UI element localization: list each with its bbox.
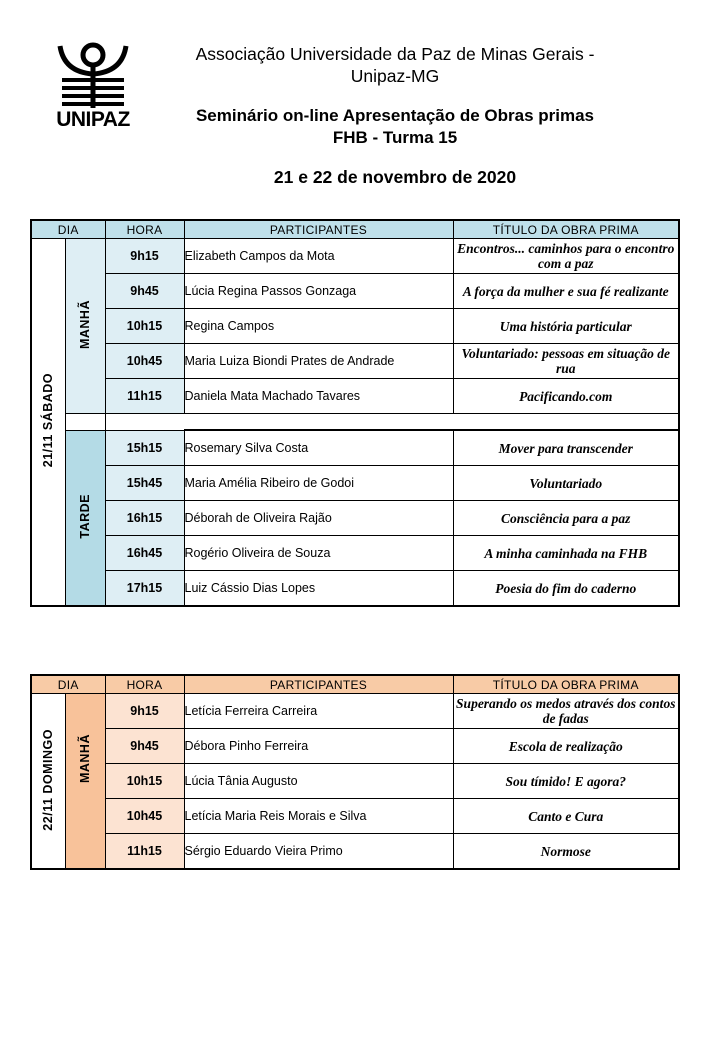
work-title-cell: Sou tímido! E agora? [453,764,679,799]
period-cell-afternoon [65,430,105,606]
time-cell: 9h45 [105,729,184,764]
time-cell: 10h45 [105,344,184,379]
time-cell: 9h15 [105,694,184,729]
time-cell: 16h45 [105,536,184,571]
org-name-line2: Unipaz-MG [350,66,440,86]
time-cell: 11h15 [105,834,184,870]
period-label: TARDE [78,493,92,539]
work-title-cell: Normose [453,834,679,870]
unipaz-logo [54,38,132,134]
col-header-dia: DIA [31,220,105,239]
participant-cell: Letícia Ferreira Carreira [184,694,453,729]
period-label: MANHÃ [78,734,92,784]
table-header-row [31,220,679,239]
time-cell: 15h45 [105,466,184,501]
participant-cell: Lúcia Regina Passos Gonzaga [184,274,453,309]
seminar-title-line2: FHB - Turma 15 [332,128,458,147]
table-row [31,501,679,536]
time-cell: 11h15 [105,379,184,414]
gap-cell [105,414,184,431]
table-row [31,239,679,274]
work-title-cell: A força da mulher e sua fé realizante [453,274,679,309]
col-header-dia: DIA [31,675,105,694]
work-title-cell: Encontros... caminhos para o encontro com a paz [453,239,679,274]
day-cell [31,694,65,870]
col-header-participantes: PARTICIPANTES [184,220,453,239]
work-title-cell: Superando os medos através dos contos de fadas [453,694,679,729]
table-row [31,274,679,309]
col-header-titulo: TÍTULO DA OBRA PRIMA [453,220,679,239]
work-title-cell: A minha caminhada na FHB [453,536,679,571]
time-cell: 10h15 [105,309,184,344]
participant-cell: Regina Campos [184,309,453,344]
day-cell [31,239,65,607]
table-row [31,571,679,607]
gap-row [31,414,679,431]
participant-cell: Daniela Mata Machado Tavares [184,379,453,414]
table-row [31,834,679,870]
table-row [31,799,679,834]
participant-cell: Elizabeth Campos da Mota [184,239,453,274]
unipaz-logo-icon [54,38,132,110]
day-label: 21/11 SÁBADO [41,373,56,468]
day-label: 22/11 DOMINGO [41,728,56,831]
participant-cell: Maria Luiza Biondi Prates de Andrade [184,344,453,379]
saturday-schedule-table [30,219,680,607]
work-title-cell: Canto e Cura [453,799,679,834]
work-title-cell: Mover para transcender [453,430,679,466]
work-title-cell: Voluntariado [453,466,679,501]
participant-cell: Sérgio Eduardo Vieira Primo [184,834,453,870]
work-title-cell: Poesia do fim do caderno [453,571,679,607]
time-cell: 17h15 [105,571,184,607]
table-row [31,536,679,571]
participant-cell: Déborah de Oliveira Rajão [184,501,453,536]
work-title-cell: Pacificando.com [453,379,679,414]
work-title-cell: Voluntariado: pessoas em situação de rua [453,344,679,379]
participant-cell: Débora Pinho Ferreira [184,729,453,764]
work-title-cell: Escola de realização [453,729,679,764]
period-label: MANHÃ [78,299,92,350]
col-header-titulo: TÍTULO DA OBRA PRIMA [453,675,679,694]
participant-cell: Maria Amélia Ribeiro de Godoi [184,466,453,501]
gap-cell [184,414,679,431]
participant-cell: Luiz Cássio Dias Lopes [184,571,453,607]
table-row [31,466,679,501]
table-row [31,430,679,466]
time-cell: 16h15 [105,501,184,536]
time-cell: 15h15 [105,430,184,466]
participant-cell: Letícia Maria Reis Morais e Silva [184,799,453,834]
table-row [31,729,679,764]
table-row [31,694,679,729]
gap-cell [65,414,105,431]
logo-text: UNIPAZ [56,108,130,131]
event-date: 21 e 22 de novembro de 2020 [273,167,517,187]
col-header-participantes: PARTICIPANTES [184,675,453,694]
seminar-title-line1: Seminário on-line Apresentação de Obras primas [195,106,595,125]
work-title-cell: Consciência para a paz [453,501,679,536]
participant-cell: Rogério Oliveira de Souza [184,536,453,571]
period-cell-morning [65,239,105,414]
time-cell: 9h15 [105,239,184,274]
time-cell: 10h45 [105,799,184,834]
table-row [31,379,679,414]
time-cell: 9h45 [105,274,184,309]
col-header-hora: HORA [105,220,184,239]
col-header-hora: HORA [105,675,184,694]
table-row [31,309,679,344]
org-name-line1: Associação Universidade da Paz de Minas Gerais - [195,44,595,64]
time-cell: 10h15 [105,764,184,799]
table-row [31,344,679,379]
table-header-row [31,675,679,694]
participant-cell: Rosemary Silva Costa [184,430,453,466]
period-cell-morning [65,694,105,870]
work-title-cell: Uma história particular [453,309,679,344]
sunday-schedule-table [30,674,680,870]
participant-cell: Lúcia Tânia Augusto [184,764,453,799]
table-row [31,764,679,799]
